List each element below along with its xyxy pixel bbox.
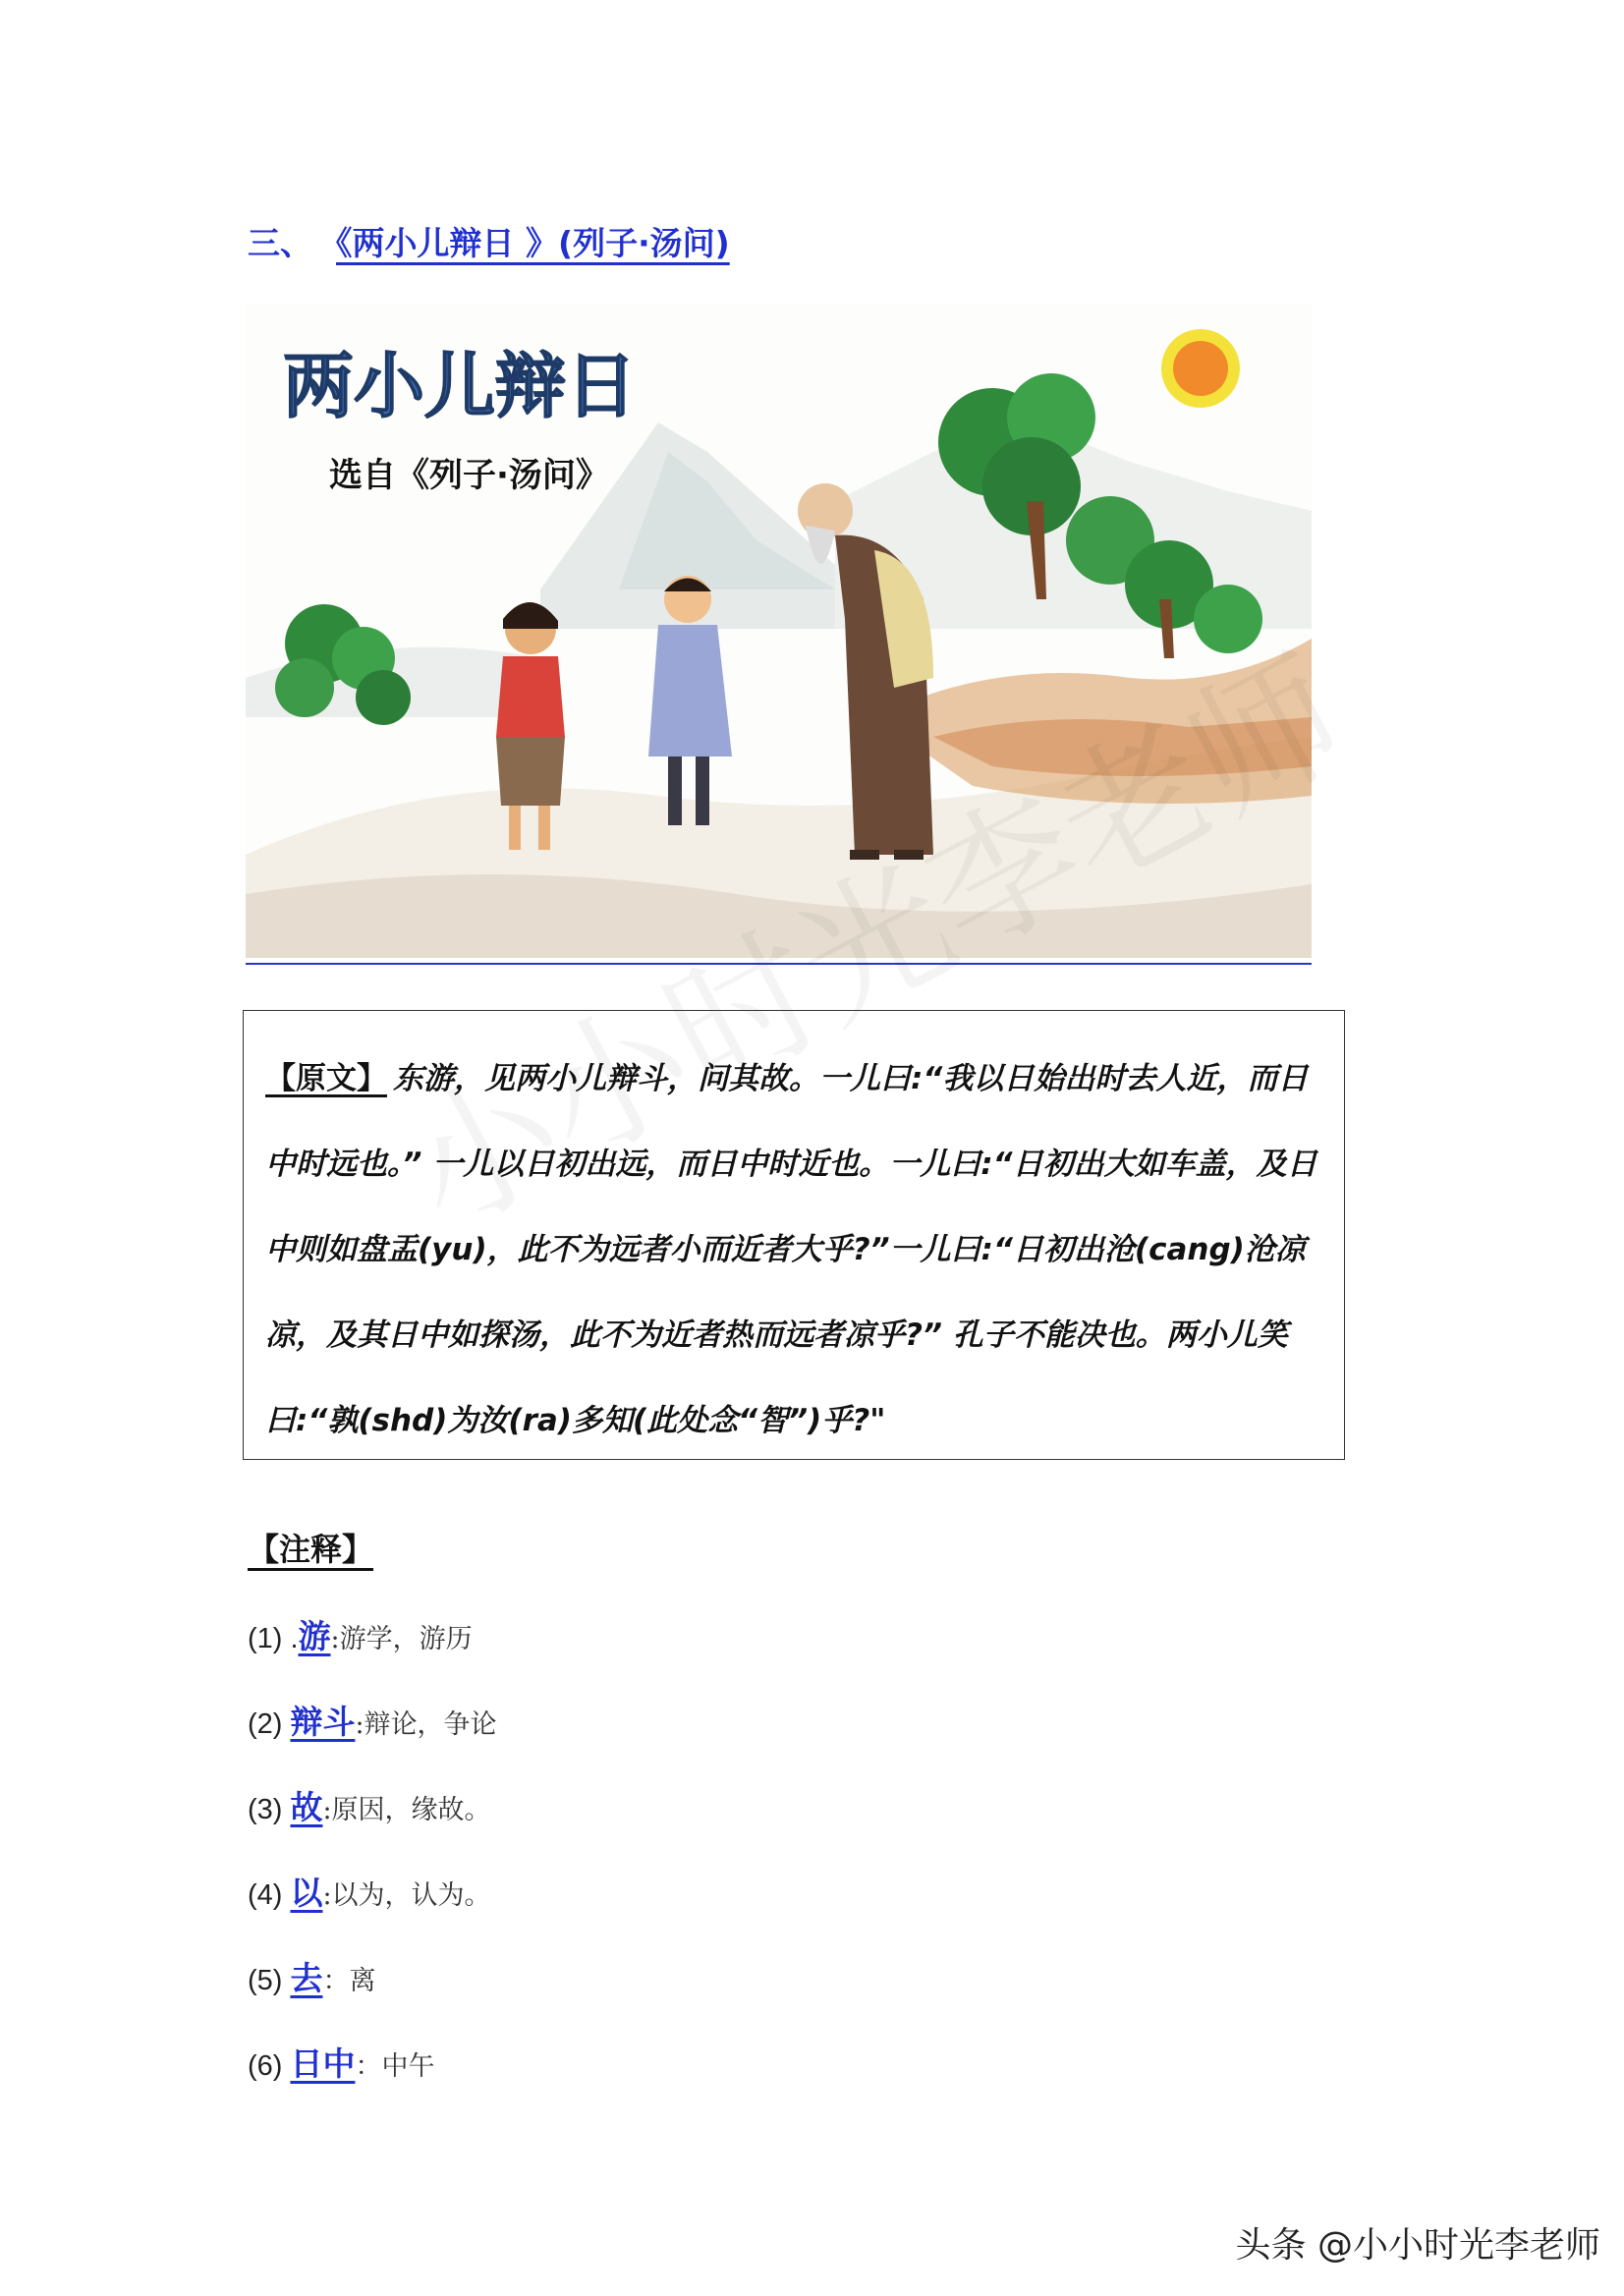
note-definition: ：离	[322, 1966, 376, 1996]
original-paragraph	[265, 1036, 1324, 1464]
figure-underline	[246, 963, 1312, 965]
original-text: 东游，见两小儿辩斗，问其故。一儿曰:“我以日始出时去人近，而日中时远也。” 一儿以日初出远，而日中时近也。一儿曰:“日初出大如车盖，及日中则如盘盂(yu)，此不为远者小而近者大乎?”一儿曰:“日初出沧(cang)沧凉凉，及其日中如探汤，此不为近者热而远者凉乎?” 孔子不能决也。两小儿笑曰:“孰(shd)为汝(ra)多知(此处念“智”)乎?"	[265, 1061, 1317, 1438]
list-item	[248, 1611, 497, 1697]
note-definition: :以为，认为。	[322, 1880, 491, 1911]
note-term-link[interactable]: 辩斗	[290, 1703, 356, 1741]
list-item	[248, 2039, 497, 2124]
note-definition: :原因，缘故。	[322, 1795, 491, 1825]
note-term-link[interactable]: 故	[290, 1788, 323, 1826]
list-item	[248, 1782, 497, 1868]
note-definition: ：中午	[355, 2051, 435, 2082]
note-term-link[interactable]: 游	[298, 1617, 331, 1655]
illustration-title: 两小儿辩日	[283, 345, 638, 427]
note-dot: .	[290, 1623, 299, 1654]
original-text-box	[243, 1010, 1345, 1460]
sun-icon	[1161, 329, 1240, 408]
note-number: (2)	[248, 1708, 283, 1740]
note-term-link[interactable]: 去	[290, 1959, 323, 1997]
note-definition: :游学，游历	[330, 1624, 473, 1654]
note-term-link[interactable]: 以	[290, 1874, 323, 1912]
note-definition: :辩论，争论	[355, 1709, 497, 1740]
note-term-link[interactable]: 日中	[290, 2044, 356, 2083]
note-number: (4)	[248, 1879, 283, 1911]
note-number: (5)	[248, 1965, 283, 1996]
illustration-subtitle: 选自《列子·汤问》	[329, 456, 609, 495]
footer-attribution: 头条 @小小时光李老师	[1235, 2225, 1600, 2266]
note-number: (3)	[248, 1794, 283, 1825]
section-title-link[interactable]: 《两小儿辩日 》(列子·汤问)	[336, 224, 730, 262]
note-number: (6)	[248, 2050, 283, 2082]
notes-list	[248, 1611, 497, 2124]
list-item	[248, 1868, 497, 1953]
illustration	[246, 305, 1312, 958]
section-heading	[248, 218, 730, 264]
list-item	[248, 1953, 497, 2039]
note-number: (1)	[248, 1623, 283, 1654]
section-number: 三、	[248, 224, 312, 262]
illustration-art	[246, 305, 1312, 958]
list-item	[248, 1697, 497, 1782]
original-label: 【原文】	[265, 1061, 387, 1096]
notes-heading: 【注释】	[248, 1531, 374, 1568]
